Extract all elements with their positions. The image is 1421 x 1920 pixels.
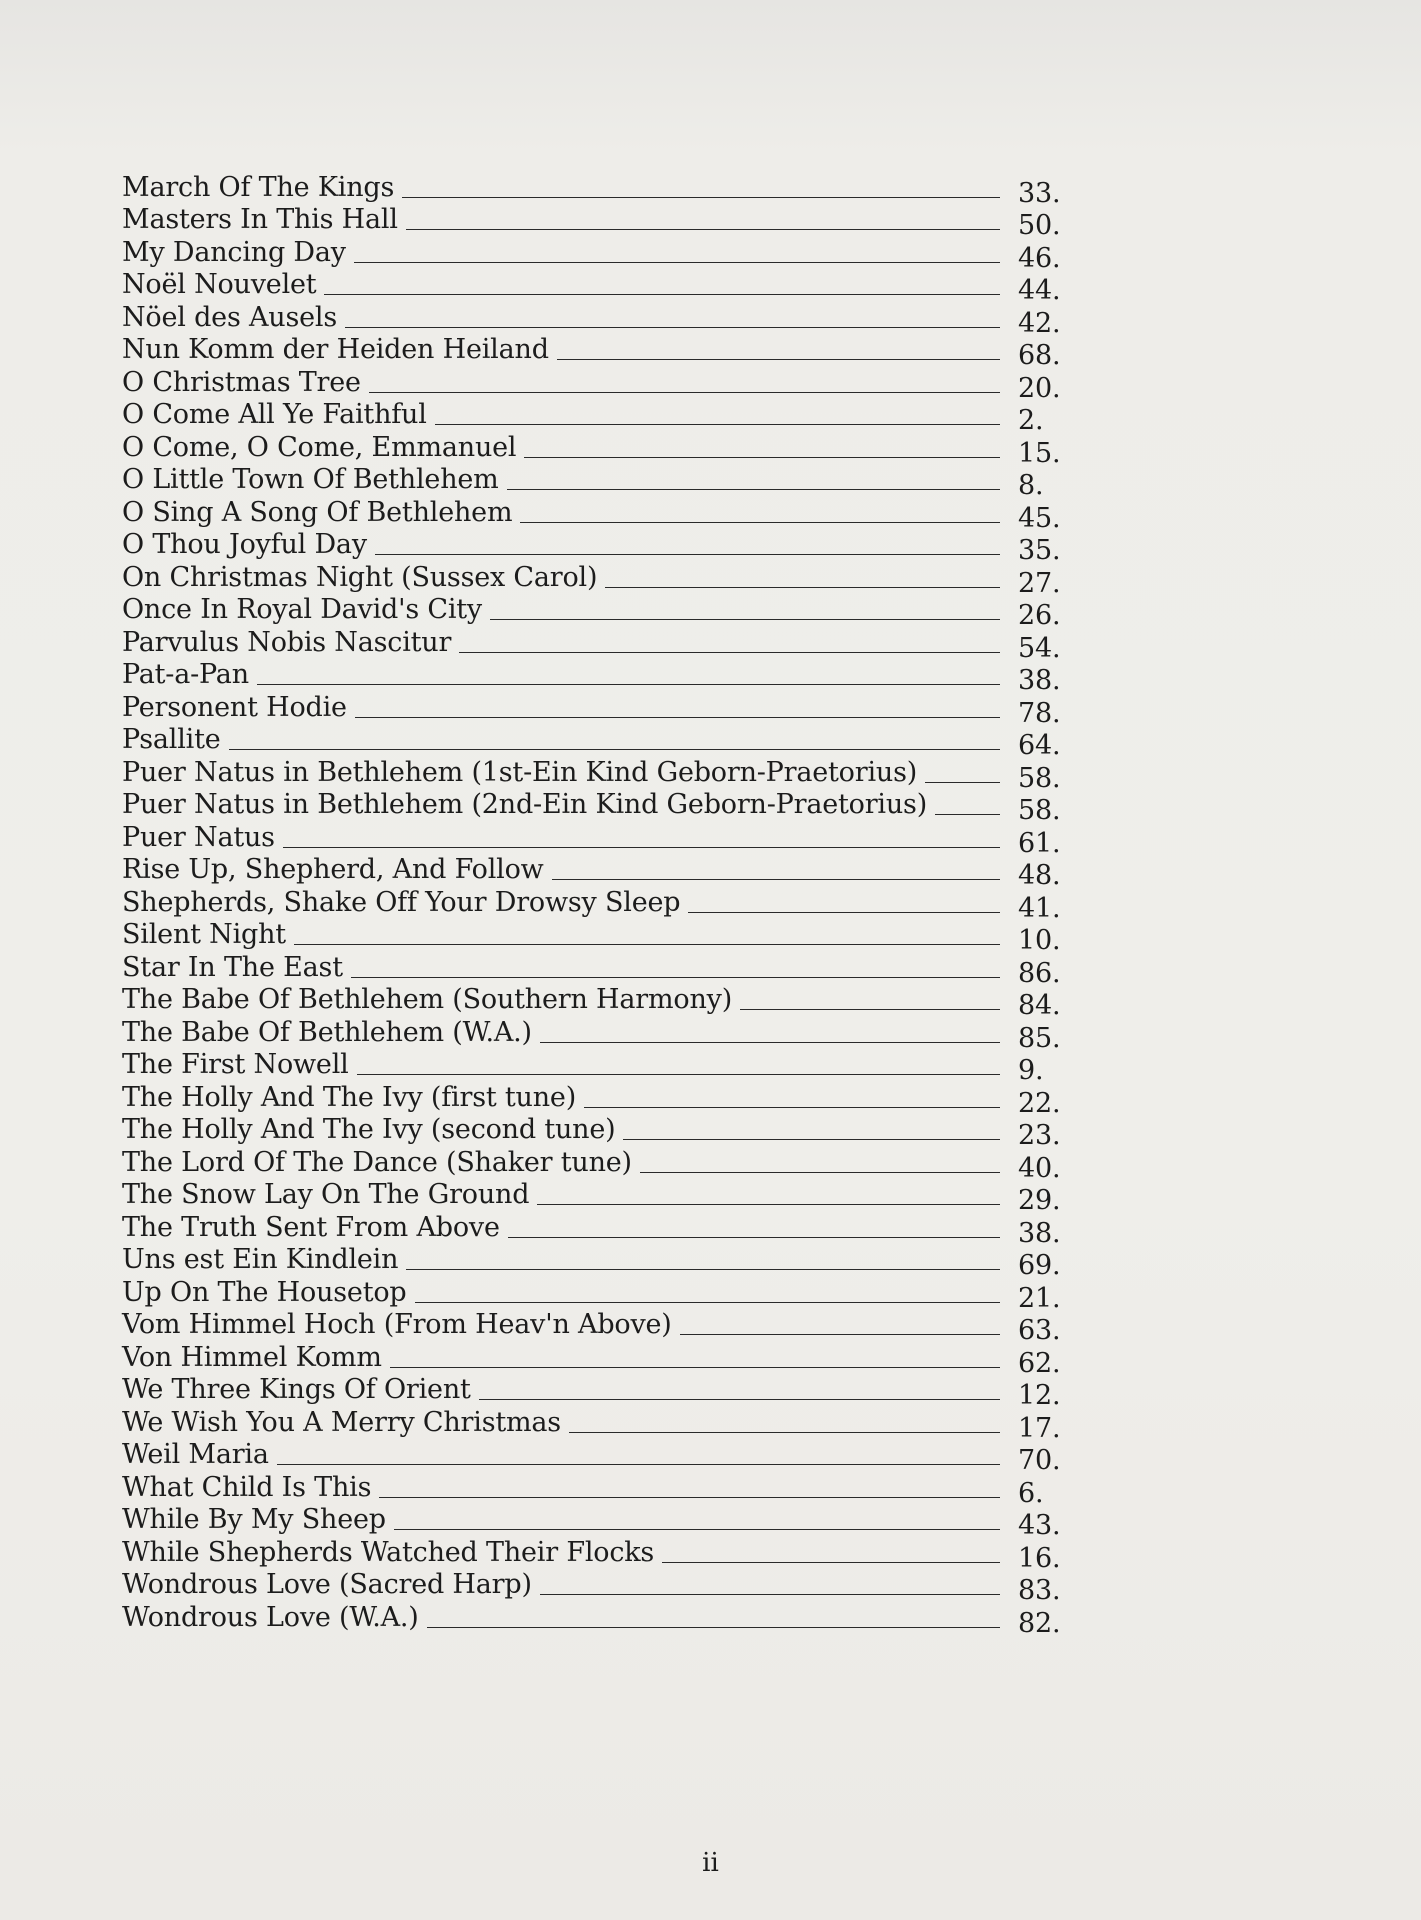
- toc-entry-title: The Holly And The Ivy (first tune): [122, 1081, 577, 1113]
- toc-entry: [122, 1600, 1066, 1639]
- toc-entry-title: The Truth Sent From Above: [122, 1211, 500, 1243]
- toc-leader-line: [402, 197, 1000, 198]
- toc-entry: [122, 918, 1066, 956]
- toc-entry-title: Masters In This Hall: [122, 204, 398, 235]
- toc-entry: [122, 1015, 1066, 1054]
- toc-leader-line: [623, 1139, 1000, 1140]
- toc-leader-line: [662, 1562, 1000, 1563]
- toc-leader-line: [640, 1172, 1000, 1173]
- toc-entry-page: 12.: [1018, 1380, 1061, 1411]
- toc-leader-line: [406, 229, 1000, 230]
- toc-entry-title: March Of The Kings: [122, 171, 395, 203]
- toc-entry: [122, 1243, 1066, 1281]
- toc-entry-page: 64.: [1018, 730, 1061, 761]
- toc-entry: [122, 1373, 1066, 1411]
- toc-entry-page: 26.: [1018, 600, 1061, 631]
- toc-entry-page: 16.: [1018, 1542, 1061, 1574]
- toc-entry: [122, 723, 1066, 761]
- toc-entry-title: Puer Natus in Bethlehem (2nd-Ein Kind Geborn-Praetorius): [122, 789, 928, 820]
- toc-entry-title: Nöel des Ausels: [122, 301, 337, 333]
- toc-entry: [122, 463, 1066, 501]
- toc-entry-page: 27.: [1018, 567, 1061, 599]
- toc-entry-page: 63.: [1018, 1315, 1061, 1346]
- toc-entry-page: 43.: [1018, 1510, 1061, 1541]
- toc-entry: [122, 300, 1066, 339]
- toc-leader-line: [569, 1432, 1000, 1433]
- toc-leader-line: [925, 782, 1000, 783]
- table-of-contents: [122, 170, 1066, 1639]
- toc-leader-line: [229, 749, 1000, 750]
- toc-entry: [122, 1080, 1066, 1119]
- toc-leader-line: [459, 652, 1000, 653]
- toc-leader-line: [435, 424, 1000, 425]
- toc-entry-page: 68.: [1018, 340, 1061, 371]
- toc-leader-line: [345, 327, 1000, 328]
- toc-entry: [122, 593, 1066, 631]
- toc-leader-line: [390, 1367, 1000, 1368]
- toc-leader-line: [351, 977, 1000, 978]
- toc-entry-title: The Snow Lay On The Ground: [122, 1179, 530, 1210]
- toc-entry: [122, 820, 1066, 859]
- toc-entry-title: Star In The East: [122, 951, 343, 983]
- toc-entry-page: 38.: [1018, 665, 1061, 696]
- toc-entry: [122, 203, 1066, 241]
- toc-entry-title: While By My Sheep: [122, 1504, 386, 1535]
- toc-entry: [122, 853, 1066, 891]
- toc-entry-page: 62.: [1018, 1347, 1061, 1379]
- toc-entry-page: 33.: [1018, 177, 1061, 209]
- toc-entry: [122, 1535, 1066, 1574]
- toc-leader-line: [935, 814, 1000, 815]
- toc-entry: [122, 1340, 1066, 1379]
- toc-entry-page: 78.: [1018, 697, 1061, 729]
- toc-entry-title: Rise Up, Shepherd, And Follow: [122, 854, 544, 885]
- toc-entry: [122, 625, 1066, 664]
- toc-entry: [122, 560, 1066, 599]
- toc-entry-title: Parvulus Nobis Nascitur: [122, 626, 452, 658]
- toc-entry-title: Uns est Ein Kindlein: [122, 1244, 399, 1275]
- toc-leader-line: [552, 879, 1000, 880]
- toc-leader-line: [283, 847, 1000, 848]
- toc-entry-title: Up On The Housetop: [122, 1276, 407, 1308]
- toc-entry-title: The Lord Of The Dance (Shaker tune): [122, 1146, 632, 1178]
- toc-leader-line: [427, 1627, 1000, 1628]
- toc-entry-title: We Wish You A Merry Christmas: [122, 1406, 561, 1438]
- toc-entry-title: Silent Night: [122, 919, 286, 950]
- toc-entry: [122, 495, 1066, 534]
- toc-entry: [122, 1178, 1066, 1216]
- toc-leader-line: [540, 1594, 1000, 1595]
- toc-entry-title: Weil Maria: [122, 1439, 269, 1470]
- toc-entry-page: 10.: [1018, 925, 1061, 956]
- toc-entry-page: 69.: [1018, 1250, 1061, 1281]
- toc-entry-page: 45.: [1018, 502, 1061, 534]
- toc-entry-title: The Babe Of Bethlehem (W.A.): [122, 1016, 532, 1048]
- toc-leader-line: [508, 1237, 1000, 1238]
- toc-leader-line: [524, 457, 1000, 458]
- toc-entry: [122, 1210, 1066, 1249]
- toc-leader-line: [415, 1302, 1000, 1303]
- toc-entry-page: 58.: [1018, 795, 1061, 826]
- toc-entry-page: 6.: [1018, 1477, 1044, 1509]
- toc-entry: [122, 788, 1066, 826]
- toc-entry: [122, 1113, 1066, 1151]
- toc-leader-line: [355, 717, 1000, 718]
- toc-entry-page: 86.: [1018, 957, 1061, 989]
- toc-entry-title: Von Himmel Komm: [122, 1341, 382, 1373]
- page-number: ii: [702, 1848, 719, 1878]
- toc-entry-page: 38.: [1018, 1217, 1061, 1249]
- toc-entry-page: 54.: [1018, 632, 1061, 664]
- toc-entry: [122, 1308, 1066, 1346]
- toc-leader-line: [479, 1399, 1000, 1400]
- toc-leader-line: [277, 1464, 1000, 1465]
- toc-entry-title: Nun Komm der Heiden Heiland: [122, 334, 549, 365]
- toc-entry: [122, 1048, 1066, 1086]
- toc-entry-page: 84.: [1018, 990, 1061, 1021]
- toc-entry: [122, 885, 1066, 924]
- toc-entry-page: 83.: [1018, 1575, 1061, 1606]
- toc-entry-page: 29.: [1018, 1185, 1061, 1216]
- toc-entry: [122, 1568, 1066, 1606]
- toc-entry-title: O Come All Ye Faithful: [122, 399, 427, 430]
- toc-entry-page: 41.: [1018, 892, 1061, 924]
- toc-entry-title: What Child Is This: [122, 1471, 372, 1503]
- toc-entry-page: 40.: [1018, 1152, 1061, 1184]
- toc-entry: [122, 1405, 1066, 1444]
- toc-entry-title: Pat-a-Pan: [122, 659, 249, 690]
- toc-entry-title: O Sing A Song Of Bethlehem: [122, 496, 513, 528]
- toc-entry-title: Once In Royal David's City: [122, 594, 482, 625]
- toc-entry: [122, 170, 1066, 209]
- toc-entry-title: Noël Nouvelet: [122, 269, 317, 300]
- toc-entry-page: 20.: [1018, 372, 1061, 404]
- toc-leader-line: [680, 1334, 1000, 1335]
- toc-leader-line: [354, 262, 1000, 263]
- toc-leader-line: [257, 684, 1000, 685]
- toc-entry-title: Puer Natus: [122, 821, 275, 853]
- toc-entry-page: 50.: [1018, 210, 1061, 241]
- toc-leader-line: [490, 619, 1000, 620]
- toc-entry: [122, 755, 1066, 794]
- toc-leader-line: [379, 1497, 1000, 1498]
- toc-entry: [122, 365, 1066, 404]
- toc-entry-title: While Shepherds Watched Their Flocks: [122, 1536, 655, 1568]
- toc-entry-title: Personent Hodie: [122, 691, 347, 723]
- toc-entry-page: 42.: [1018, 307, 1061, 339]
- toc-leader-line: [369, 392, 1000, 393]
- toc-leader-line: [520, 522, 1000, 523]
- toc-entry: [122, 235, 1066, 274]
- toc-entry: [122, 690, 1066, 729]
- toc-leader-line: [557, 359, 1000, 360]
- toc-leader-line: [740, 1009, 1000, 1010]
- toc-entry-title: Wondrous Love (Sacred Harp): [122, 1569, 532, 1600]
- toc-leader-line: [375, 554, 1000, 555]
- toc-entry-page: 9.: [1018, 1055, 1044, 1086]
- toc-entry-title: Shepherds, Shake Off Your Drowsy Sleep: [122, 886, 681, 918]
- toc-entry-page: 85.: [1018, 1022, 1061, 1054]
- toc-leader-line: [394, 1529, 1000, 1530]
- toc-entry-title: We Three Kings Of Orient: [122, 1374, 471, 1405]
- toc-entry-title: My Dancing Day: [122, 236, 346, 268]
- toc-entry-title: O Christmas Tree: [122, 366, 361, 398]
- toc-entry-title: Wondrous Love (W.A.): [122, 1601, 419, 1633]
- toc-leader-line: [584, 1107, 1000, 1108]
- toc-leader-line: [540, 1042, 1000, 1043]
- toc-leader-line: [688, 912, 1000, 913]
- toc-entry: [122, 528, 1066, 566]
- toc-entry-title: Psallite: [122, 724, 221, 755]
- toc-entry: [122, 398, 1066, 436]
- toc-entry-title: On Christmas Night (Sussex Carol): [122, 561, 598, 593]
- toc-entry-title: O Thou Joyful Day: [122, 529, 367, 560]
- toc-entry-page: 61.: [1018, 827, 1061, 859]
- toc-entry-page: 58.: [1018, 762, 1061, 794]
- toc-entry: [122, 658, 1066, 696]
- toc-entry: [122, 1145, 1066, 1184]
- toc-entry: [122, 1438, 1066, 1476]
- toc-leader-line: [406, 1269, 1000, 1270]
- toc-leader-line: [605, 587, 1000, 588]
- toc-entry-title: The Babe Of Bethlehem (Southern Harmony): [122, 984, 733, 1015]
- toc-leader-line: [324, 294, 1000, 295]
- toc-entry-page: 46.: [1018, 242, 1061, 274]
- toc-entry-page: 23.: [1018, 1120, 1061, 1151]
- toc-entry: [122, 1503, 1066, 1541]
- toc-leader-line: [294, 944, 1000, 945]
- toc-entry-page: 70.: [1018, 1445, 1061, 1476]
- toc-entry-title: O Come, O Come, Emmanuel: [122, 431, 517, 463]
- toc-leader-line: [537, 1204, 1000, 1205]
- toc-leader-line: [357, 1074, 1000, 1075]
- toc-entry-page: 2.: [1018, 405, 1044, 436]
- toc-entry: [122, 268, 1066, 306]
- toc-entry: [122, 1275, 1066, 1314]
- toc-entry-title: O Little Town Of Bethlehem: [122, 464, 499, 495]
- toc-entry-title: The Holly And The Ivy (second tune): [122, 1114, 616, 1145]
- toc-entry-page: 48.: [1018, 860, 1061, 891]
- toc-entry: [122, 950, 1066, 989]
- toc-entry-title: Puer Natus in Bethlehem (1st-Ein Kind Geborn-Praetorius): [122, 756, 918, 788]
- toc-entry-title: Vom Himmel Hoch (From Heav'n Above): [122, 1309, 672, 1340]
- toc-entry-page: 15.: [1018, 437, 1061, 469]
- toc-entry-page: 35.: [1018, 535, 1061, 566]
- toc-entry: [122, 333, 1066, 371]
- toc-entry-page: 82.: [1018, 1607, 1061, 1639]
- toc-entry: [122, 430, 1066, 469]
- toc-entry: [122, 983, 1066, 1021]
- toc-leader-line: [507, 489, 1000, 490]
- toc-entry: [122, 1470, 1066, 1509]
- toc-entry-page: 8.: [1018, 470, 1044, 501]
- toc-entry-page: 22.: [1018, 1087, 1061, 1119]
- toc-entry-page: 21.: [1018, 1282, 1061, 1314]
- toc-entry-page: 17.: [1018, 1412, 1061, 1444]
- toc-entry-page: 44.: [1018, 275, 1061, 306]
- toc-entry-title: The First Nowell: [122, 1049, 349, 1080]
